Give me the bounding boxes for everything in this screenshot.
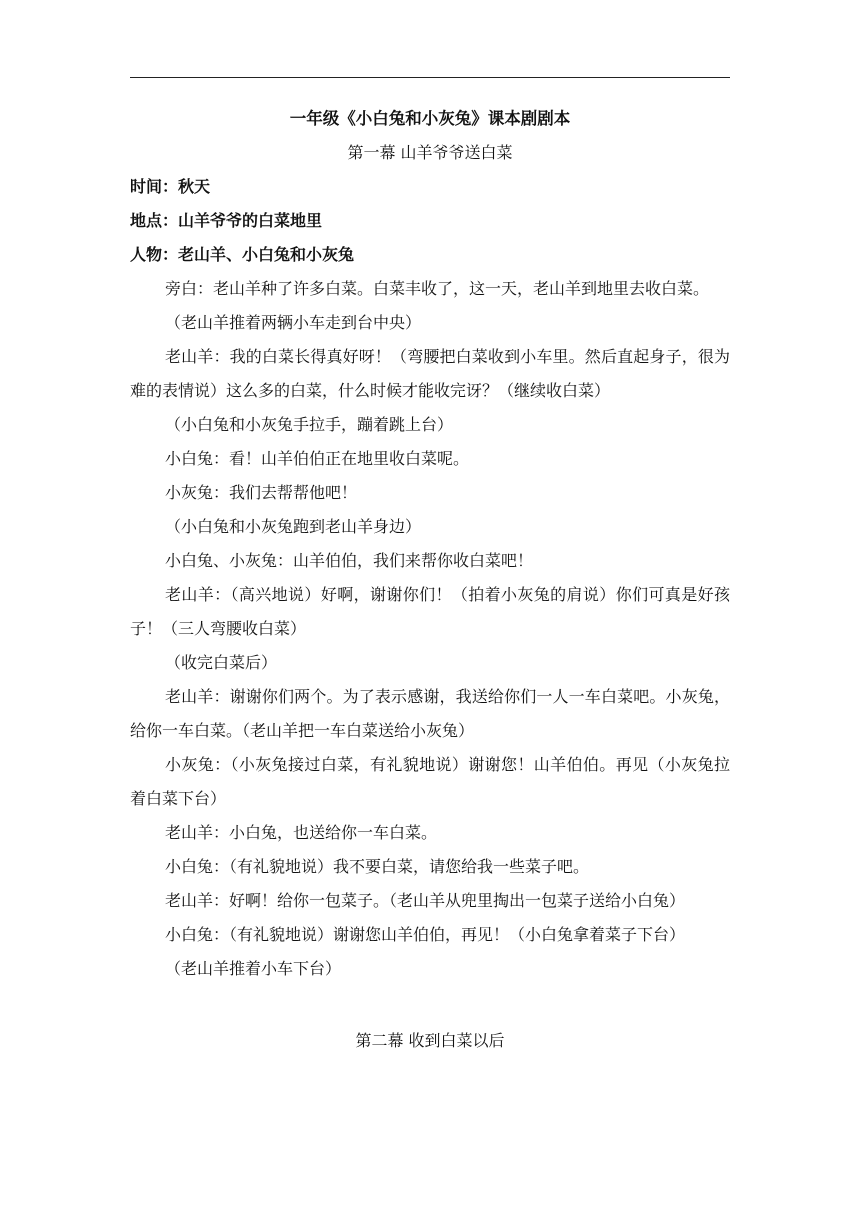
section-gap [130, 986, 730, 1024]
document-title: 一年级《小白兔和小灰兔》课本剧剧本 [289, 109, 571, 128]
script-line: 老山羊：谢谢你们两个。为了表示感谢，我送给你们一人一车白菜吧。小灰兔，给你一车白菜。（老山羊把一车白菜送给小灰兔） [130, 687, 730, 740]
place-line: 地点：山羊爷爷的白菜地里 [130, 211, 323, 230]
characters-line: 人物：老山羊、小白兔和小灰兔 [130, 245, 355, 264]
script-line: 老山羊：小白兔，也送给你一车白菜。 [165, 823, 438, 842]
stage-direction: （老山羊推着两辆小车走到台中央） [165, 313, 422, 332]
script-line: 小白兔：（有礼貌地说）我不要白菜，请您给我一些菜子吧。 [165, 857, 590, 876]
stage-direction: （收完白菜后） [165, 653, 278, 672]
script-line: 小白兔、小灰兔：山羊伯伯，我们来帮你收白菜吧！ [165, 551, 534, 570]
script-line: 老山羊：（高兴地说）好啊，谢谢你们！（拍着小灰兔的肩说）你们可真是好孩子！（三人弯腰收白菜） [130, 585, 730, 638]
script-line: 老山羊：好啊！给你一包菜子。（老山羊从兜里掏出一包菜子送给小白兔） [165, 891, 686, 910]
script-line: 旁白：老山羊种了许多白菜。白菜丰收了，这一天，老山羊到地里去收白菜。 [165, 279, 710, 298]
script-line: 小灰兔：我们去帮帮他吧！ [165, 483, 358, 502]
stage-direction: （小白兔和小灰兔手拉手，蹦着跳上台） [165, 415, 454, 434]
script-line: 老山羊：我的白菜长得真好呀！（弯腰把白菜收到小车里。然后直起身子，很为难的表情说）这么多的白菜，什么时候才能收完讶？（继续收白菜） [130, 347, 730, 400]
act-two-title: 第二幕 收到白菜以后 [355, 1031, 505, 1050]
script-page [130, 102, 730, 1058]
script-line: 小白兔：看！山羊伯伯正在地里收白菜呢。 [165, 449, 470, 468]
time-line: 时间：秋天 [130, 177, 211, 196]
stage-direction: （小白兔和小灰兔跑到老山羊身边） [165, 517, 422, 536]
script-line: 小灰兔：（小灰兔接过白菜，有礼貌地说）谢谢您！山羊伯伯。再见（小灰兔拉着白菜下台） [130, 755, 730, 808]
script-line: 小白兔：（有礼貌地说）谢谢您山羊伯伯，再见！（小白兔拿着菜子下台） [165, 925, 686, 944]
stage-direction: （老山羊推着小车下台） [165, 959, 342, 978]
header-rule [130, 77, 730, 78]
act-one-title: 第一幕 山羊爷爷送白菜 [347, 143, 513, 162]
